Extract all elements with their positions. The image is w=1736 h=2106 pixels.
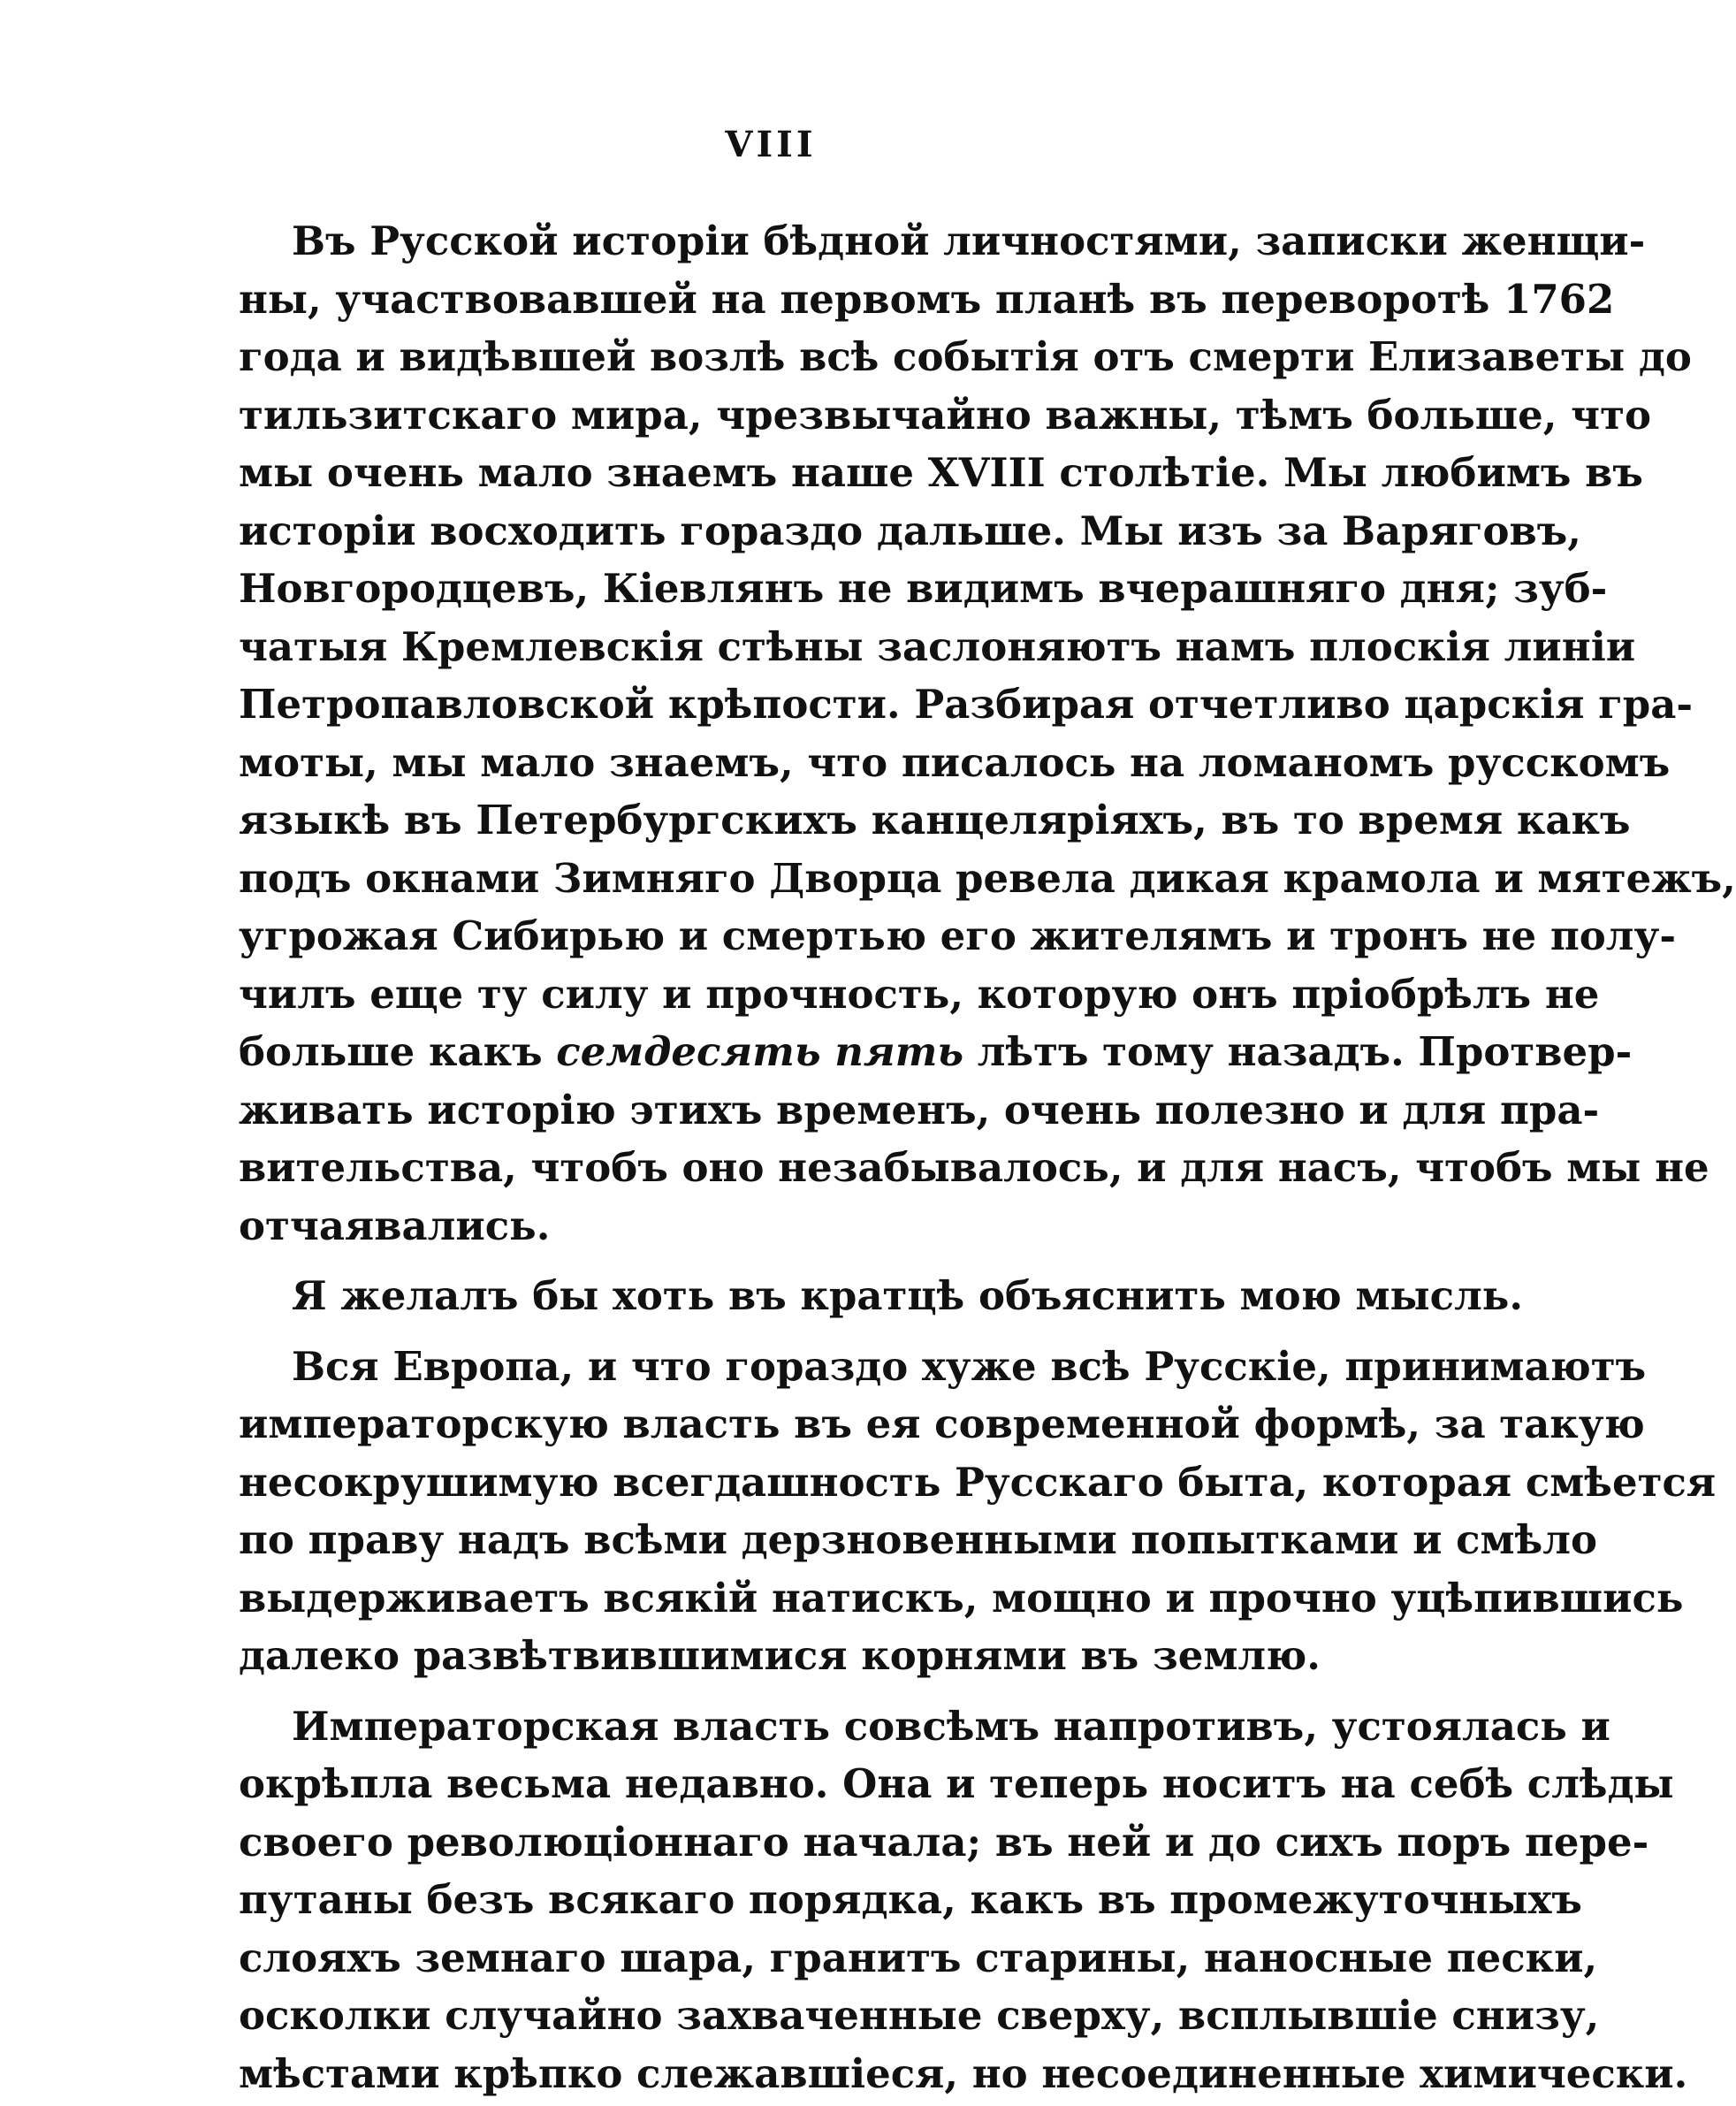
text-line: окрѣпла весьма недавно. Она и теперь носитъ на себѣ слѣды	[239, 1760, 1674, 1807]
paragraph-3	[239, 1338, 1717, 1685]
text-line: отчаявались.	[239, 1202, 551, 1249]
text-line: Императорская власть совсѣмъ напротивъ, устоялась и	[292, 1702, 1610, 1750]
text-line: путаны безъ всякаго порядка, какъ въ промежуточныхъ	[239, 1876, 1582, 1923]
text-line: Петропавловской крѣпости. Разбирая отчетливо царскія гра-	[239, 681, 1694, 728]
text-line: чатыя Кремлевскія стѣны заслоняютъ намъ плоскія линіи	[239, 622, 1636, 670]
text-line: по праву надъ всѣми дерзновенными попытками и смѣло	[239, 1516, 1597, 1563]
text-line-with-emphasis	[239, 1023, 1633, 1081]
text-line: императорскую власть въ ея современной формѣ, за такую	[239, 1400, 1645, 1447]
text-line: живать исторію этихъ временъ, очень полезно и для пра-	[239, 1086, 1600, 1133]
text-line: далеко развѣтвившимися корнями въ землю.	[239, 1632, 1321, 1679]
paragraph-1	[239, 212, 1736, 1255]
text-line: Новгородцевъ, Кіевлянъ не видимъ вчерашняго дня; зуб-	[239, 565, 1608, 612]
text-line: Я желалъ бы хоть въ кратцѣ объяснить мою мысль.	[292, 1272, 1524, 1319]
line-suffix: лѣтъ тому назадъ. Протвер-	[963, 1028, 1633, 1075]
text-line: подъ окнами Зимняго Дворца ревела дикая крамола и мятежъ,	[239, 854, 1736, 902]
text-line: несокрушимую всегдашность Русскаго быта, которая смѣется	[239, 1458, 1717, 1506]
text-line: Въ Русской исторіи бѣдной личностями, записки женщи-	[292, 217, 1646, 264]
text-line: чилъ еще ту силу и прочность, которую онъ пріобрѣлъ не	[239, 970, 1600, 1018]
text-line: мѣстами крѣпко слежавшіеся, но несоединенные химически.	[239, 2049, 1688, 2097]
text-line: исторіи восходить гораздо дальше. Мы изъ за Варяговъ,	[239, 507, 1581, 554]
line-prefix: больше какъ	[239, 1028, 557, 1075]
text-line: ны, участвовавшей на первомъ планѣ въ переворотѣ 1762	[239, 275, 1615, 323]
text-line: своего революціоннаго начала; въ ней и до сихъ поръ пере-	[239, 1818, 1649, 1866]
text-line: мы очень мало знаемъ наше XVIII столѣтіе. Мы любимъ въ	[239, 449, 1643, 496]
text-line: угрожая Сибирью и смертью его жителямъ и тронъ не полу-	[239, 912, 1677, 959]
text-line: года и видѣвшей возлѣ всѣ событія отъ смерти Елизаветы до	[239, 333, 1692, 380]
paragraph-4	[239, 1698, 1688, 2103]
page-number: VIII	[725, 124, 817, 165]
text-line: моты, мы мало знаемъ, что писалось на ломаномъ русскомъ	[239, 738, 1671, 786]
body-text	[239, 212, 1736, 2102]
text-line: вительства, чтобъ оно незабывалось, и для насъ, чтобъ мы не	[239, 1144, 1709, 1191]
text-line: выдерживаетъ всякій натискъ, мощно и прочно уцѣпившись	[239, 1574, 1684, 1621]
text-line: языкѣ въ Петербургскихъ канцеляріяхъ, въ то время какъ	[239, 797, 1631, 843]
text-line: осколки случайно захваченные сверху, всплывшіе снизу,	[239, 1992, 1600, 2039]
text-line: тильзитскаго мира, чрезвычайно важны, тѣмъ больше, что	[239, 391, 1651, 439]
text-line: Вся Европа, и что гораздо хуже всѣ Русскіе, принимаютъ	[292, 1342, 1647, 1390]
paragraph-2	[239, 1267, 1524, 1325]
italic-emphasis: семдесять пять	[556, 1028, 964, 1075]
text-line: слояхъ земнаго шара, гранитъ старины, наносные пески,	[239, 1934, 1598, 1981]
